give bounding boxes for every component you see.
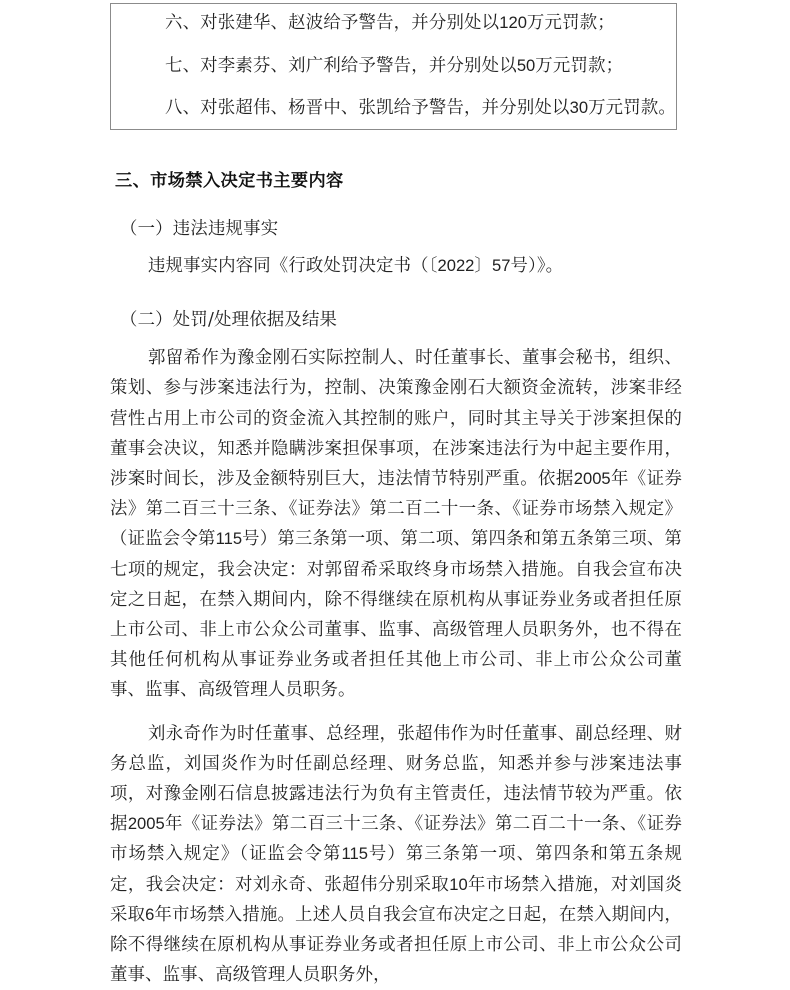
penalty-list-box <box>110 3 677 130</box>
liu-yongqi-part-4: 年市场禁入措施，对刘国炎采取 <box>110 874 682 925</box>
penalty-item-7-prefix: 七、对李素芬、刘广利给予警告，并分别处以 <box>165 56 517 76</box>
liu-yongqi-part-3: 号）第三条第一项、第四条和第五条规定，我会决定：对刘永奇、张超伟分别采取 <box>110 844 682 895</box>
penalty-item-8-suffix: 万元罚款。 <box>588 98 677 118</box>
violation-facts-year: 2022 <box>437 255 475 275</box>
guo-liuxi-decree-no: 115 <box>215 529 243 549</box>
penalty-item-8-amount: 30 <box>569 98 589 117</box>
violation-facts-mid: 〕 <box>474 255 492 276</box>
violation-facts-prefix: 违规事实内容同《行政处罚决定书（〔 <box>148 255 438 276</box>
guo-liuxi-part-3: 号）第三条第一项、第二项、第四条和第五条第三项、第七项的规定，我会决定：对郭留希采取终身市场禁入措施。自我会宣布决定之日起，在禁入期间内，除不得继续在原机构从事证券业务或者担任原上市公司、非上市公众公司董事、监事、高级管理人员职务外，也不得在其他任何机构从事证券业务或者担任其他上市公司、非上市公众公司董事、监事、高级管理人员职务。 <box>110 529 682 701</box>
liu-yongqi-part-5: 年市场禁入措施。上述人员自我会宣布决定之日起，在禁入期间内，除不得继续在原机构从事证券业务或者担任原上市公司、非上市公众公司董事、监事、高级管理人员职务外， <box>110 904 682 986</box>
penalty-item-7-amount: 50 <box>516 56 536 75</box>
liu-yongqi-part-1: 刘永奇作为时任董事、总经理，张超伟作为时任董事、副总经理、财务总监，刘国炎作为时任副总经理、财务总监，知悉并参与涉案违法事项，对豫金刚石信息披露违法行为负有主管责任，违法情节较为严重。依据 <box>110 723 682 835</box>
liu-yongqi-year: 2005 <box>127 814 165 834</box>
penalty-item-6 <box>165 15 668 32</box>
penalty-item-8 <box>165 98 677 118</box>
document-body <box>110 160 682 990</box>
subheading-one: （一）违法违规事实 <box>120 219 279 240</box>
penalty-item-6-amount: 120 <box>499 13 527 32</box>
guo-liuxi-part-1: 郭留希作为豫金刚石实际控制人、时任董事长、董事会秘书，组织、策划、参与涉案违法行为，控制、决策豫金刚石大额资金流转，涉案非经营性占用上市公司的资金流入其控制的账户，同时其主导关于涉案担保的董事会决议，知悉并隐瞒涉案担保事项，在涉案违法行为中起主要作用，涉案时间长，涉及金额特别巨大，违法情节特别严重。依据 <box>110 348 682 490</box>
paragraph-liu-yongqi <box>110 706 682 990</box>
liu-yongqi-decree-no: 115 <box>341 844 368 864</box>
paragraph-violation-facts <box>110 239 682 281</box>
penalty-item-6-suffix: 万元罚款； <box>526 13 615 33</box>
penalty-item-6-prefix: 六、对张建华、赵波给予警告，并分别处以 <box>165 13 500 33</box>
paragraph-guo-liuxi <box>110 329 682 705</box>
violation-facts-number: 57 <box>491 255 511 275</box>
liu-yongqi-part-2: 年《证券法》第二百三十三条、《证券法》第二百二十一条、《证券市场禁入规定》（证监会令第 <box>110 814 682 865</box>
penalty-item-7 <box>165 58 668 75</box>
penalty-item-7-suffix: 万元罚款； <box>535 56 624 76</box>
guo-liuxi-year: 2005 <box>573 469 611 489</box>
guo-liuxi-part-2: 年《证券法》第二百三十三条、《证券法》第二百二十一条、《证券市场禁入规定》（证监会令第 <box>110 469 682 550</box>
violation-facts-suffix: 号）》。 <box>510 255 564 276</box>
liu-yongqi-years-6: 6 <box>145 904 155 924</box>
subheading-two: （二）处罚/处理依据及结果 <box>120 309 338 330</box>
section-heading-three: 三、市场禁入决定书主要内容 <box>115 171 344 191</box>
liu-yongqi-years-10: 10 <box>449 874 468 894</box>
penalty-item-8-prefix: 八、对张超伟、杨晋中、张凯给予警告，并分别处以 <box>165 98 570 118</box>
